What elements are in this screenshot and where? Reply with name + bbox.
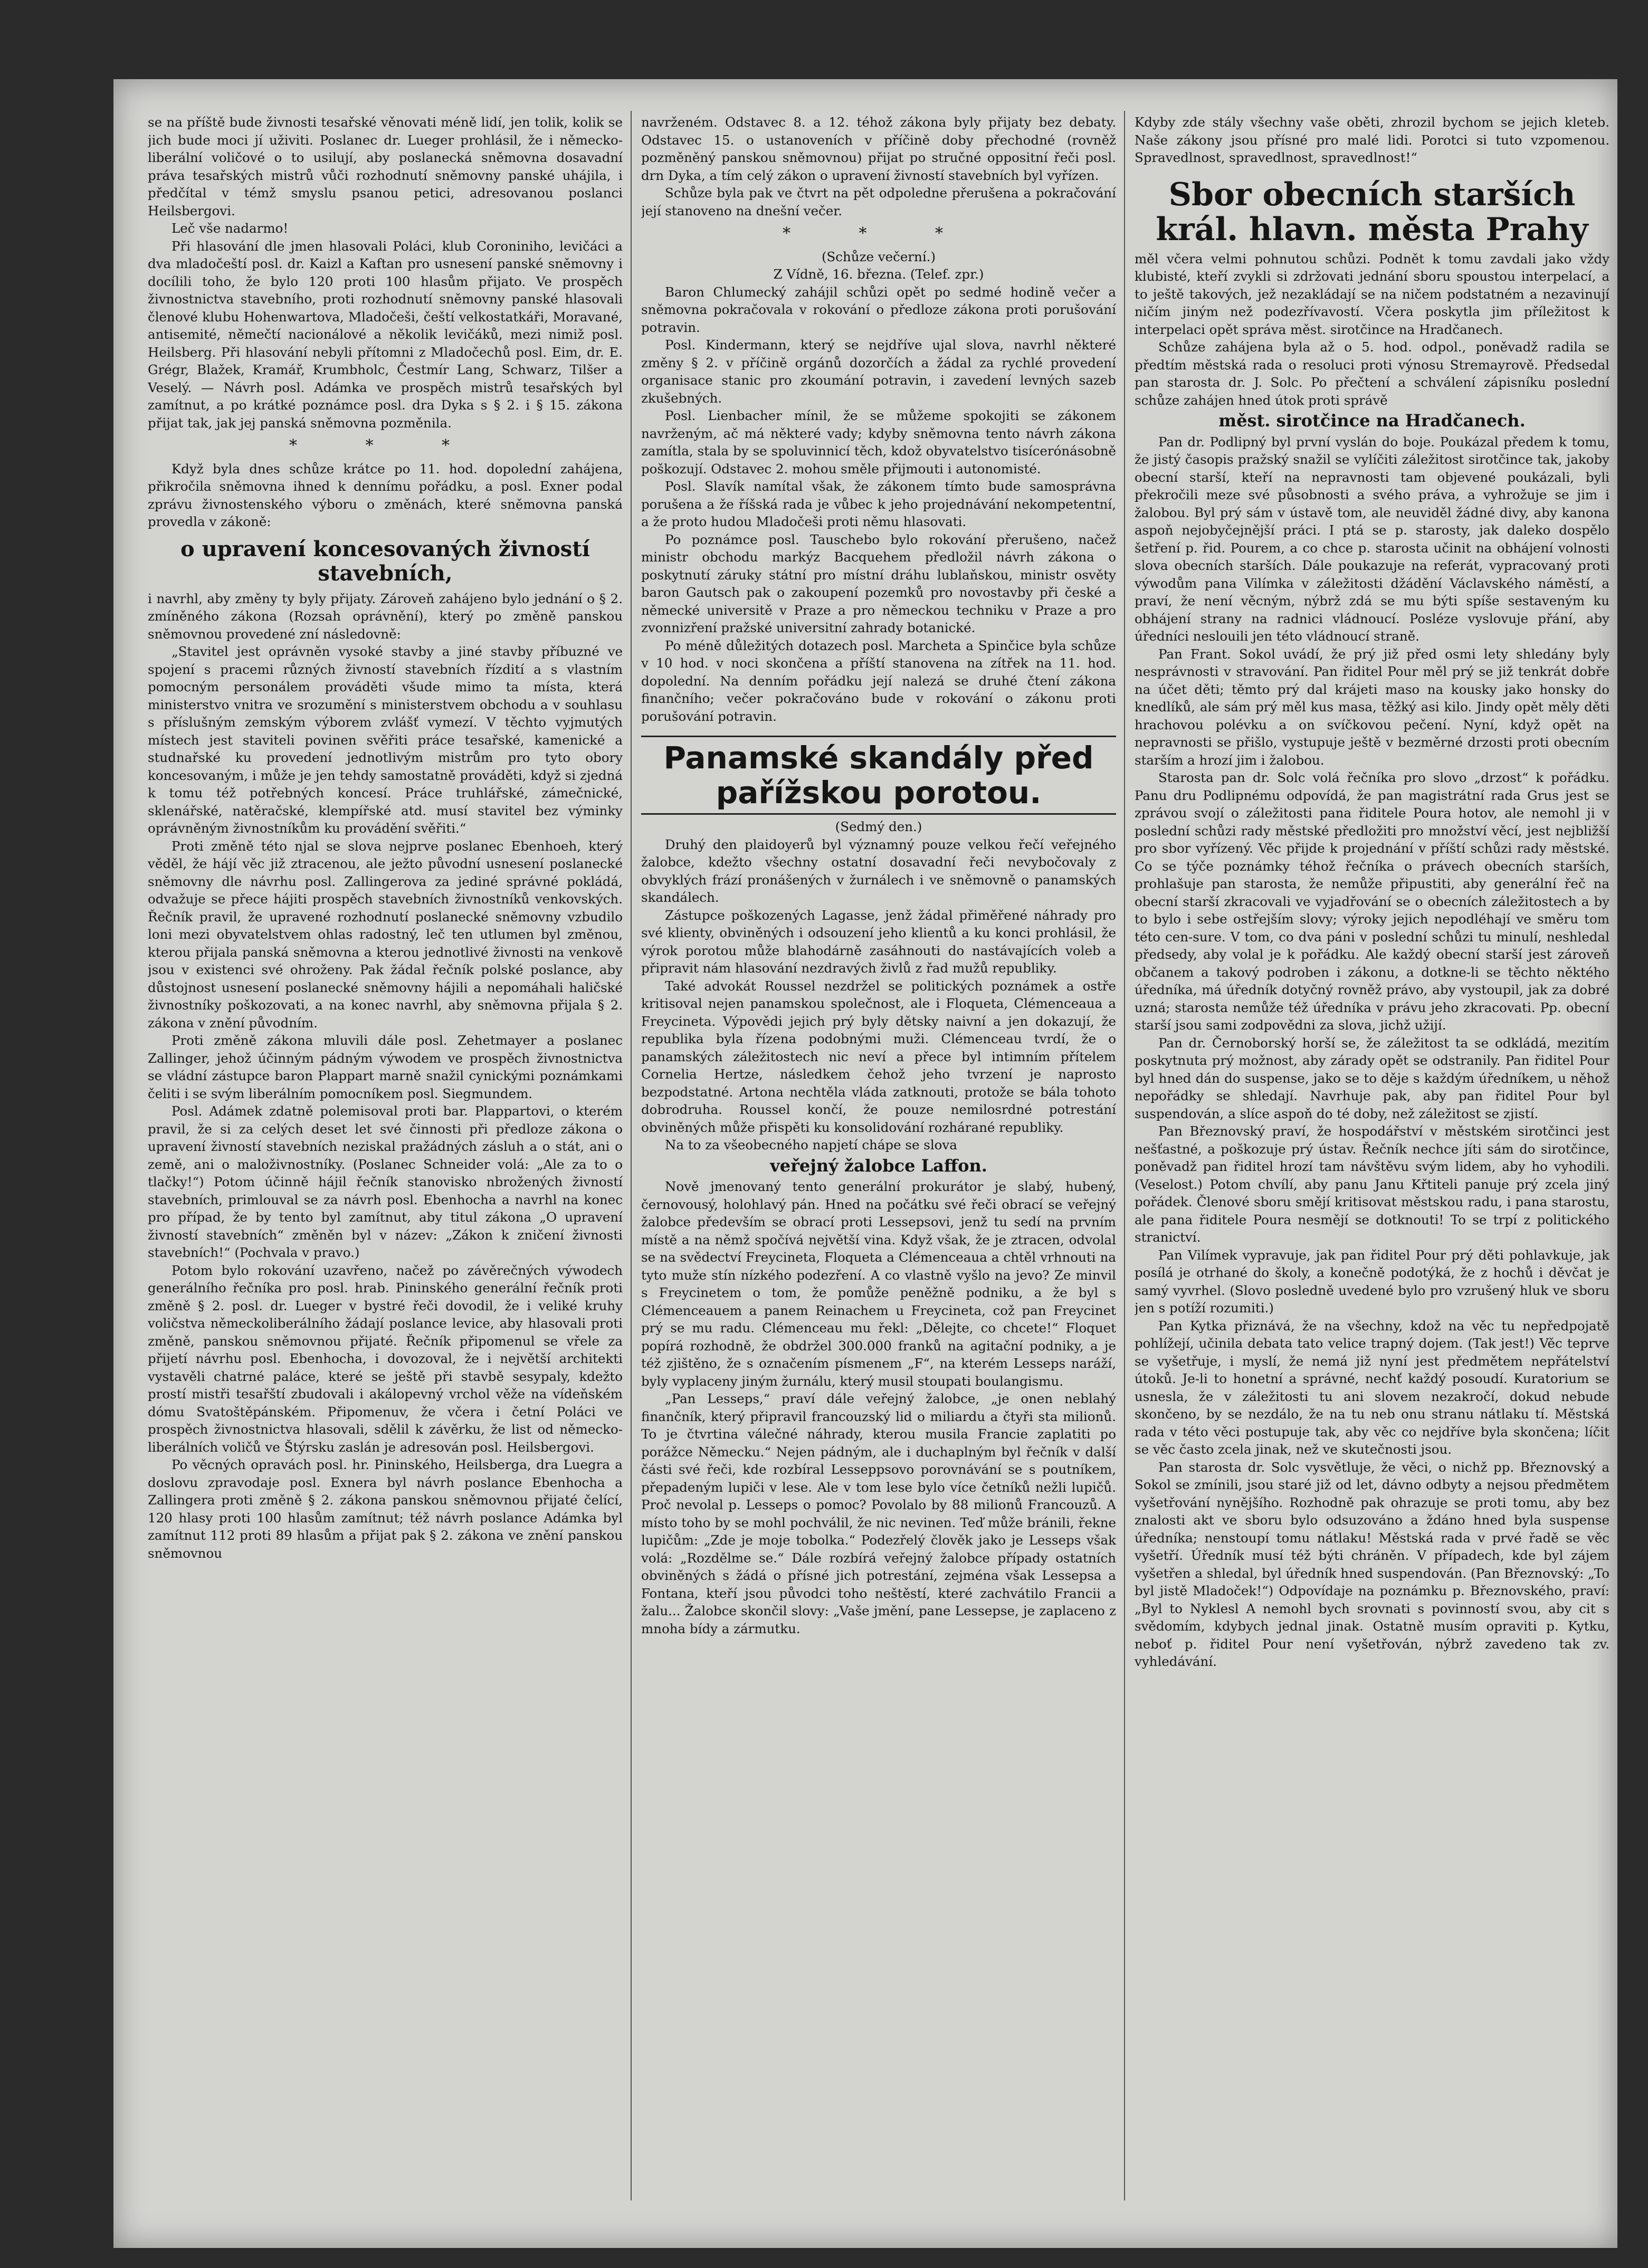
paragraph: Po věcných opravách posl. hr. Pininského, Heilsberga, dra Luegra a doslovu zpravodaje posl. Exnera byl návrh poslance Ebenhocha a Zallingera proti změně § 2. zákona panskou sněmovnou přijaté čelící, 120 hlasy proti 100 hlasům zamítnut; též návrh poslance Adámka byl zamítnut 112 proti 89 hlasům a přijat pak § 2. zákona ve znění panskou sněmovnou bbox=[148, 1457, 623, 1561]
paragraph: Proti změně zákona mluvili dále posl. Zehetmayer a poslanec Zallinger, jehož účinným pádným výwodem ve prospěch živnostnictva se vládní zástupce baron Plappart marně snažil cynickými poznámkami čeliti i se svým liberálním pomocníkem posl. Siegmundem. bbox=[148, 1033, 623, 1101]
paragraph: Proti změně této njal se slova nejprve poslanec Ebenhoeh, který věděl, že hájí věc již ztracenou, ale ježto původní usnesení poslanecké sněmovny dle návrhu posl. Zallingerova za jediné správné pokládá, odvažuje se přece hájiti prospěch stavebních živnostníků venkovských. Řečník pravil, že upravené rozhodnutí poslanecké sněmovny vzbudilo loni mezi obyvatelstvem ohlas radostný, leč ten utlumen byl změnou, kterou přijala panská sněmovna a kterou jednotlivé živnosti na venkově jsou v existenci své ohroženy. Pak žádal řečník polské poslance, aby důstojnost usnesení poslanecké sněmovny hájili a nepomáhali haličské živnostníky poškozovati, a na konec navrhl, aby sněmovna přijala § 2. zákona v znění původním. bbox=[148, 838, 623, 1031]
paragraph: Posl. Lienbacher mínil, že se můžeme spokojiti se zákonem navrženým, ač má některé vady; kdyby sněmovna tento návrh zákona zamítla, stala by se spoluvinnicí těch, kdož obyvatelstvo tisícerónásobně poškozují. Odstavec 2. mohou směle přijmouti i autonomisté. bbox=[641, 408, 1116, 477]
section-subtitle: (Schůze večerní.) bbox=[821, 249, 936, 264]
paragraph: Kdyby zde stály všechny vaše oběti, zhrozil bychom se jejich kleteb. Naše zákony jsou přísné pro malé lidi. Porotci si tuto vzpomenou. Spravedlnost, spravedlnost, spravedlnost!“ bbox=[1135, 115, 1609, 165]
column-divider bbox=[1124, 111, 1125, 2200]
paragraph: Potom bylo rokování uzavřeno, načež po závěrečných výwodech generálního řečníka pro posl. hrab. Pininského generální řečník proti změně § 2. posl. dr. Lueger v bystré řeči dovodil, že i veliké kruhy voličstva německoliberálního žádají poslance levice, aby hlasovali proti změně, panskou sněmovnou přijaté. Řečník připomenul se vřele za přijetí návrhu posl. Ebenhocha, i dovozoval, že i největší architekti vystavěli chatrné paláce, které se ještě při stavbě sesypaly, kdežto prostí mistři tesařští zbudovali i akálopevný vrchol věže na vídeňském dómu Svatoštěpánském. Připomenuv, že včera i četní Poláci ve prospěch živnostnictva hlasovali, sdělil k závěrku, že list od německo-liberálních voličů ve Štýrsku zaslán je adresován posl. Heilsbergovi. bbox=[148, 1262, 623, 1455]
paragraph: „Pan Lesseps,“ praví dále veřejný žalobce, „je onen neblahý finančník, který připravil francouzský lid o miliardu a čtyři sta milionů. To je čtvrtina válečné náhrady, kterou musila Francie zaplatiti po porážce Německu.“ Nejen pádným, ale i duchaplným byl řečník v další části své řeči, kde rozbíral Lesseppsovo porovnávání se s poutníkem, přepadeným lupiči v lese. Ale v tom lese bylo více četníků nežli lupičů. Proč nevolal p. Lesseps o pomoc? Povolalo by 88 milionů Francouzů. A místo toho by se mohl pochválil, že nic nevinen. Teď může bránili, řekne lupičům: „Zde je moje tobolka.“ Podezřelý člověk jako je Lesseps však volá: „Rozdělme se.“ Dále rozbírá veřejný žalobce případy ostatních obviněných s žádá o přísné jich potrestání, zejména však Lessepsa a Fontana, kteří jsou původci toho neštěstí, které zachvátilo Francii a žalu... Žalobce skončil slovy: „Vaše jmění, pane Lessepse, je zaplaceno z mnoha bídy a zármutku. bbox=[641, 1391, 1116, 1636]
article-headline: Panamské skandály před pařížskou porotou. bbox=[641, 736, 1116, 815]
subheading: měst. sirotčince na Hradčanech. bbox=[1218, 411, 1526, 431]
paragraph: Když byla dnes schůze krátce po 11. hod. dopolední zahájena, přikročila sněmovna ihned k dennímu pořádku, a posl. Exner podal zprávu živnostenského výboru o změnách, které sněmovna panská provedla v zákoně: bbox=[148, 461, 623, 529]
paragraph: Pan dr. Černoborský horší se, že záležitost ta se odkládá, mezitím poskytnuta prý možnost, aby zárady opět se odstranily. Pan řiditel Pour byl hned dán do suspense, jako se to děje s každým úředníkem, u něhož nepořádky se shledají. Navrhuje pak, aby pan řiditel Pour byl suspendován, a slíce aspoň do té doby, než záležitost se zjistí. bbox=[1135, 1035, 1609, 1121]
paragraph: Na to za všeobecného napjetí chápe se slova bbox=[665, 1137, 957, 1152]
column-1 bbox=[148, 113, 623, 1562]
paragraph: Pan Frant. Sokol uvádí, že prý již před osmi lety shledány byly nesprávnosti v stravování. Pan řiditel Pour měl prý se již tenkrát dobře na účet děti; těmto prý dal krájeti maso na kousky jako honsky do knedlíků, ale sám prý měl kus masa, těžký asi kilo. Jindy opět měly děti hrachovou polévku a on svíčkovou pečení. Nyní, když opět na nepravnosti se přišlo, vystupuje ještě v bezměrné drzosti proti obecním starším a hrozí jim i žalobou. bbox=[1135, 646, 1609, 768]
column-2 bbox=[641, 113, 1116, 1637]
paragraph: Schůze byla pak ve čtvrt na pět odpoledne přerušena a pokračování její stanoveno na dnešní večer. bbox=[641, 185, 1116, 218]
article-headline: Sbor obecních starších král. hlavn. města Prahy bbox=[1156, 176, 1588, 248]
paragraph: Po méně důležitých dotazech posl. Marcheta a Spinčice byla schůze v 10 hod. v noci skončena a příští stanovena na zítřek na 11. hod. dopolední. Na denním pořádku její nalezá se druhé čtení zákona finančního; večer pokračováno bude v rokování o zákonu proti porušování potravin. bbox=[641, 637, 1116, 724]
separator-stars: * * * bbox=[782, 224, 975, 243]
newspaper-page bbox=[113, 79, 1617, 2248]
paragraph: navrženém. Odstavec 8. a 12. téhož zákona byly přijaty bez debaty. Odstavec 15. o ustanoveních v příčině doby přechodné (rovněž pozměněný panskou sněmovnou) přijat po stručné oppositní řeči posl. drn Dyka, a tím celý zákon o upravení živností stavebních byl vyřízen. bbox=[641, 115, 1116, 183]
paragraph: Pan starosta dr. Solc vysvětluje, že věci, o nichž pp. Březnovský a Sokol se zmínili, jsou staré již od let, dávno odbyty a nejsou předmětem vyšetřování nynějšího. Rozhodně pak ohrazuje se proti tomu, aby bez znalosti akt ve sboru bylo odsuzováno a ždáno hned byla suspense úředníka; nenstoupí tomu nátlaku! Městská rada v prvé řadě se věc vyšetří. Úředník musí též býti chráněn. V případech, kde byl zájem vyšetřen a shledal, byl úředník hned suspendován. (Pan Březnovský: „To byl jistě Mladoček!“) Odpovídaje na poznámku p. Březnovského, praví: „Byl to Nyklesl A nemohl bych srovnati s povinností svou, aby cit s svědomím, kdybych jednal jinak. Ostatně musím opraviti p. Kytku, neboť p. řiditel Pour není vyšetřován, nýbrž zavedeno tak zv. vyhledávání. bbox=[1135, 1459, 1609, 1669]
paragraph: Baron Chlumecký zahájil schůzi opět po sedmé hodině večer a sněmovna pokračovala v rokování o předloze zákona proti porušování potravin. bbox=[641, 284, 1116, 335]
paragraph: Pan Březnovský praví, že hospodářství v městském sirotčinci jest nešťastné, a poškozuje prý ústav. Řečník nechce jíti sám do sirotčince, poněvadž pan řiditel hrozí tam návštěvu svým lidem, aby ho vyhodili. (Veselost.) Potom chvílí, aby panu Janu Křtiteli panuje prý zcela jiný pořádek. Členové sboru smějí kritisovat městskou radu, i pana starostu, ale pana řiditele Poura nesmějí se dotknouti! To se trpí z politického stranictví. bbox=[1135, 1123, 1609, 1245]
paragraph: se na příště bude živnosti tesařské věnovati méně lidí, jen tolik, kolik se jich bude moci jí uživiti. Poslanec dr. Lueger prohlásil, že i německo-liberální voličové o to usilují, aby poslanecká sněmovna dosavadní práva tesařských mistrů vůči rozhodnutí sněmovny panské uhájila, i předčítal v témž smyslu psanou petici, adresovanou poslanci Heilsbergovi. bbox=[148, 115, 623, 218]
paragraph: Také advokát Roussel nezdržel se politických poznámek a ostře kritisoval nejen panamskou společnost, ale i Floqueta, Clémenceaua a Freycineta. Výpovědi jejich prý byly dětsky naivní a jen dokazují, že republika byla řízena podobnými muži. Clémenceau tvrdí, že o panamských záležitostech nic neví a přece byl intimním přítelem Cornelia Hertze, následkem čehož jeho tvrzení je naprosto bezpodstatné. Artona nechtěla vláda zatknouti, protože se bála tohoto dobrodruha. Roussel končí, že pouze nemilosrdné potrestání obviněných může přispěti ku konsolidování rozhárané republiky. bbox=[641, 978, 1116, 1135]
paragraph: Posl. Kindermann, který se nejdříve ujal slova, navrhl některé změny § 2. v příčině orgánů dozorčích a žádal za rychlé provedení organisace stanic pro zkoumání potravin, i zavedení levných sazeb zkušebných. bbox=[641, 337, 1116, 406]
paragraph: Schůze zahájena byla až o 5. hod. odpol., poněvadž radila se předtím městská rada o resoluci proti výnosu Stremayrově. Předsedal pan starosta dr. J. Solc. Po přečtení a schválení zápisníku poslední schůze zahájen hned útok proti správě bbox=[1135, 339, 1609, 408]
paragraph: Druhý den plaidoyerů byl významný pouze velkou řečí veřejného žalobce, kdežto všechny ostatní dosavadní řeči nevybočovaly z obvyklých frází pronášených v žurnálech i ve sněmovně o panamských skandálech. bbox=[641, 836, 1116, 905]
separator-stars: * * * bbox=[289, 436, 482, 455]
paragraph: Nově jmenovaný tento generální prokurátor je slabý, hubený, černovousý, holohlavý pán. Hned na počátku své řeči obrací se veřejný žalobce především se obrací proti Lessepsovi, jenž tu sedí na prvním místě a na němž spočívá největší vina. Když však, že je ztracen, odvolal se na svědectví Freycineta, Floqueta a Clémenceaua a chtěl vrhnouti na tyto muže stín nízkého podezření. A co vlastně vyšlo na jevo? Ze minvil s Freycinetem o tom, že pomůže peněžně podniku, a že byl s Clémenceauem a panem Reinachem u Freycineta, což pan Freycinet prý se mu radu. Clémenceau mu řekl: „Dělejte, co chcete!“ Floquet popírá rozhodně, že obdržel 300.000 franků na agitační podniky, a je též zjištěno, že s označením písmenem „F“, na kterém Lesseps naráží, byly vyplaceny jiným žurnálu, který musil stoupati boulangismu. bbox=[641, 1179, 1116, 1389]
paragraph: měl včera velmi pohnutou schůzi. Podnět k tomu zavdali jako vždy klubisté, kteří zvykli si zdržovati jednání sboru spoustou interpelací, a to ještě takových, jež nezakládají se na ničem podstatném a nezavinují ničím jiným než podezřívavostí. Včera poskytla jim příležitost k interpelaci opět správa měst. sirotčince na Hradčanech. bbox=[1135, 251, 1609, 337]
paragraph: Starosta pan dr. Solc volá řečníka pro slovo „drzost“ k pořádku. Panu dru Podlipnému odpovídá, že pan magistrátní rada Grus jest se zprávou svojí o záležitosti pana řiditele Poura hotov, ale nemohl ji v poslední schůzi rady městské předložiti pro množství věcí, jest nejbližší pro sbor vyřízený. Věc přijde k projednání v příští schůzi rady městské. Co se týče poznámky téhož řečníka o právech obecních starších, prohlašuje pan starosta, že nemůže připustiti, aby generální řeč na obecní starší zkracovali ve vyjadřování se o obecních záležitostech a by to bylo i sebe ostřejším slovy; výroky jejich nepodléhají ve směru tom této cen-sure. V tom, co dva páni v poslední schůzi tu minulí, neshledal předsedy, aby volal je k pořádku. Ale každý obecní starší jest zároveň občanem a takový podroben i zákonu, a dotkne-li se těchto něktého úředníka, má úředník dotyčný rovněž právo, aby vystoupil, jak za dobré uzná; starosta nemůže též úředníka v právu jeho zkracovati. Pp. obecní starší jsou sami zodpovědni za slova, jichž užijí. bbox=[1135, 770, 1609, 1033]
dateline: Z Vídně, 16. března. (Telef. zpr.) bbox=[773, 266, 984, 282]
column-3 bbox=[1135, 113, 1609, 1671]
subheading: o upravení koncesovaných živností stavebních, bbox=[180, 536, 590, 586]
paragraph: Posl. Slavík namítal však, že zákonem tímto bude samosprávna porušena a že říšská rada je vůbec k jeho projednávání nekompetentní, a že proto hudou Mladočeši proti němu hlasovati. bbox=[641, 479, 1116, 529]
paragraph: Při hlasování dle jmen hlasovali Poláci, klub Coroniniho, levičáci a dva mladočeští posl. dr. Kaizl a Kaftan pro usnesení panské sněmovny i docílili toho, že bylo 120 proti 100 hlasům přijato. Ve prospěch živnostnictva stavebního, proti rozhodnutí sněmovny panské hlasovali členové klubu Hohenwartova, Mladočeši, čeští velkostatkáři, Moravané, antisemité, němečtí nacionálové a několik levičáků, mezi nimiž posl. Heilsberg. Při hlasování nebyli přítomni z Mladočechů posl. Eim, dr. E. Grégr, Blažek, Kramář, Krumbholc, Čestmír Lang, Schwarz, Tilšer a Veselý. — Návrh posl. Adámka ve prospěch mistrů tesařských byl zamítnut, a po krátké poznámce posl. dra Dyka s § 2. i § 15. zákona přijat tak, jak jej panská sněmovna pozměnila. bbox=[148, 238, 623, 431]
paragraph: „Stavitel jest oprávněn vysoké stavby a jiné stavby příbuzné ve spojení s pracemi různých živností stavebních řízdití a s vlastním pomocným personálem prováděti všude mimo ta místa, která ministerstvo vnitra ve srozumění s ministerstvem obchodu a v souhlasu s příslušným zemským výborem zvlášť vymezí. V těchto vyjmutých místech jest staviteli povinen svěřiti práce tesařské, kamenické a studnařské ku provedení jednotlivým mistrům pro tyto obory koncesovaným, i může je jen tehdy samostatně prováděti, když si zjedná k tomu též potřebných koncesí. Práce truhlářské, zámečnické, sklenářské, natěračské, klempířské atd. musí stavitel bez výminky oprávněným živnostníkům ku provádění svěřiti.“ bbox=[148, 644, 623, 836]
paragraph: Pan dr. Podlipný byl první vyslán do boje. Poukázal předem k tomu, že jistý časopis pražský snažil se vylíčiti záležitost sirotčince tak, jakoby obecní starší, kteří na nepravnosti tam objevené poukázali, byli překročili meze své působnosti a svého práva, a vyhrožuje se jim i žalobou. Byl prý sám v ústavě tom, ale neuviděl žádné divy, aby kanona aspoň nejobyčejnější práci. I ptá se p. starosty, jak daleko dospělo šetření p. řid. Pourem, a co chce p. starosta učinit na obhájení volnosti slova obecních starších. Dále poukazuje na referát, vypracovaný proti výwodům pana Vilímka v záležitosti džádění Václavského náměstí, a praví, že není věcným, nýbrž zdá se mu býti spíše sestaveným ku obhájení strany na radnici vládnoucí. Posléze vyslovuje přání, aby úředníci neslouili jen této vládnoucí straně. bbox=[1135, 434, 1609, 644]
column-divider bbox=[631, 111, 632, 2200]
paragraph: Po poznámce posl. Tauschebo bylo rokování přerušeno, načež ministr obchodu markýz Bacquehem předložil návrh zákona o poskytnutí záruky státní pro místní dráhu lublaňskou, ministr osvěty baron Gautsch pak o zakoupení pozemků pro novostavby při české a německé universitě v Praze a pro německou techniku v Praze a pro zvonnizření pražské universitní zahrady botanické. bbox=[641, 531, 1116, 635]
paragraph: Pan Vilímek vypravuje, jak pan řiditel Pour prý děti pohlavkuje, jak posílá je otrhané do školy, a konečně podotýká, že z hochů i děvčat je samý vyvrhel. (Slovo posledně uvedené bylo pro vzrušený hluk ve sboru jen s potíží rozumiti.) bbox=[1135, 1247, 1609, 1316]
article-subtitle: (Sedmý den.) bbox=[835, 819, 922, 834]
paragraph: i navrhl, aby změny ty byly přijaty. Zároveň zahájeno bylo jednání o § 2. zmíněného zákona (Rozsah oprávnění), který po změně panskou sněmovnou provedené zní následovně: bbox=[148, 590, 623, 642]
paragraph: Leč vše nadarmo! bbox=[172, 221, 289, 236]
paragraph: Zástupce poškozených Lagasse, jenž žádal přiměřené náhrady pro své klienty, obviněných i odsouzení jeho klientů a ku konci prohlásil, že výrok porotou může blahodárně zasáhnouti do nastávajících voleb a připravit nám hlasování nezdravých živlů z řad mužů republiky. bbox=[641, 907, 1116, 976]
paragraph: Posl. Adámek zdatně polemisoval proti bar. Plappartovi, o kterém pravil, že si za celých deset let své činnosti při předloze zákona o upravení živností stavebních neziskal pražádných zásluh a o stát, ani o země, ani o maloživnostníky. (Poslanec Schneider volá: „Ale za to o tlačky!“) Potom účinně hájil řečník stanovisko nbrožených živností stavebních, primlouval se za návrh posl. Ebenhocha a navrhl na konec pro případ, že by tento byl zamítnut, aby titul zákona „O upravení živností stavebních“ změněn byl v název: „Zákon k zničení živnosti stavebních!“ (Pochvala v pravo.) bbox=[148, 1103, 623, 1260]
paragraph: Pan Kytka přiznává, že na všechny, kdož na věc tu nepředpojatě pohlížejí, učinila debata tato velice trapný dojem. (Tak jest!) Věc teprve se vyšetřuje, i myslí, že nemá již nyní jest předmětem nepřátelství útoků. Je-li to honetní a správné, nechť každý posoudí. Kuratorium se usnesla, že v záležitosti tu ani slovem nezakročí, dokud nebude skončeno, by se nezdálo, že na tu neb onu stranu nátlaku tí. Městská rada v této věci postupuje tak, aby věc co nejdříve byla skončena; líčit se věc často zcela jinak, než ve skutečnosti jsou. bbox=[1135, 1318, 1609, 1457]
subheading: veřejný žalobce Laffon. bbox=[770, 1155, 987, 1176]
